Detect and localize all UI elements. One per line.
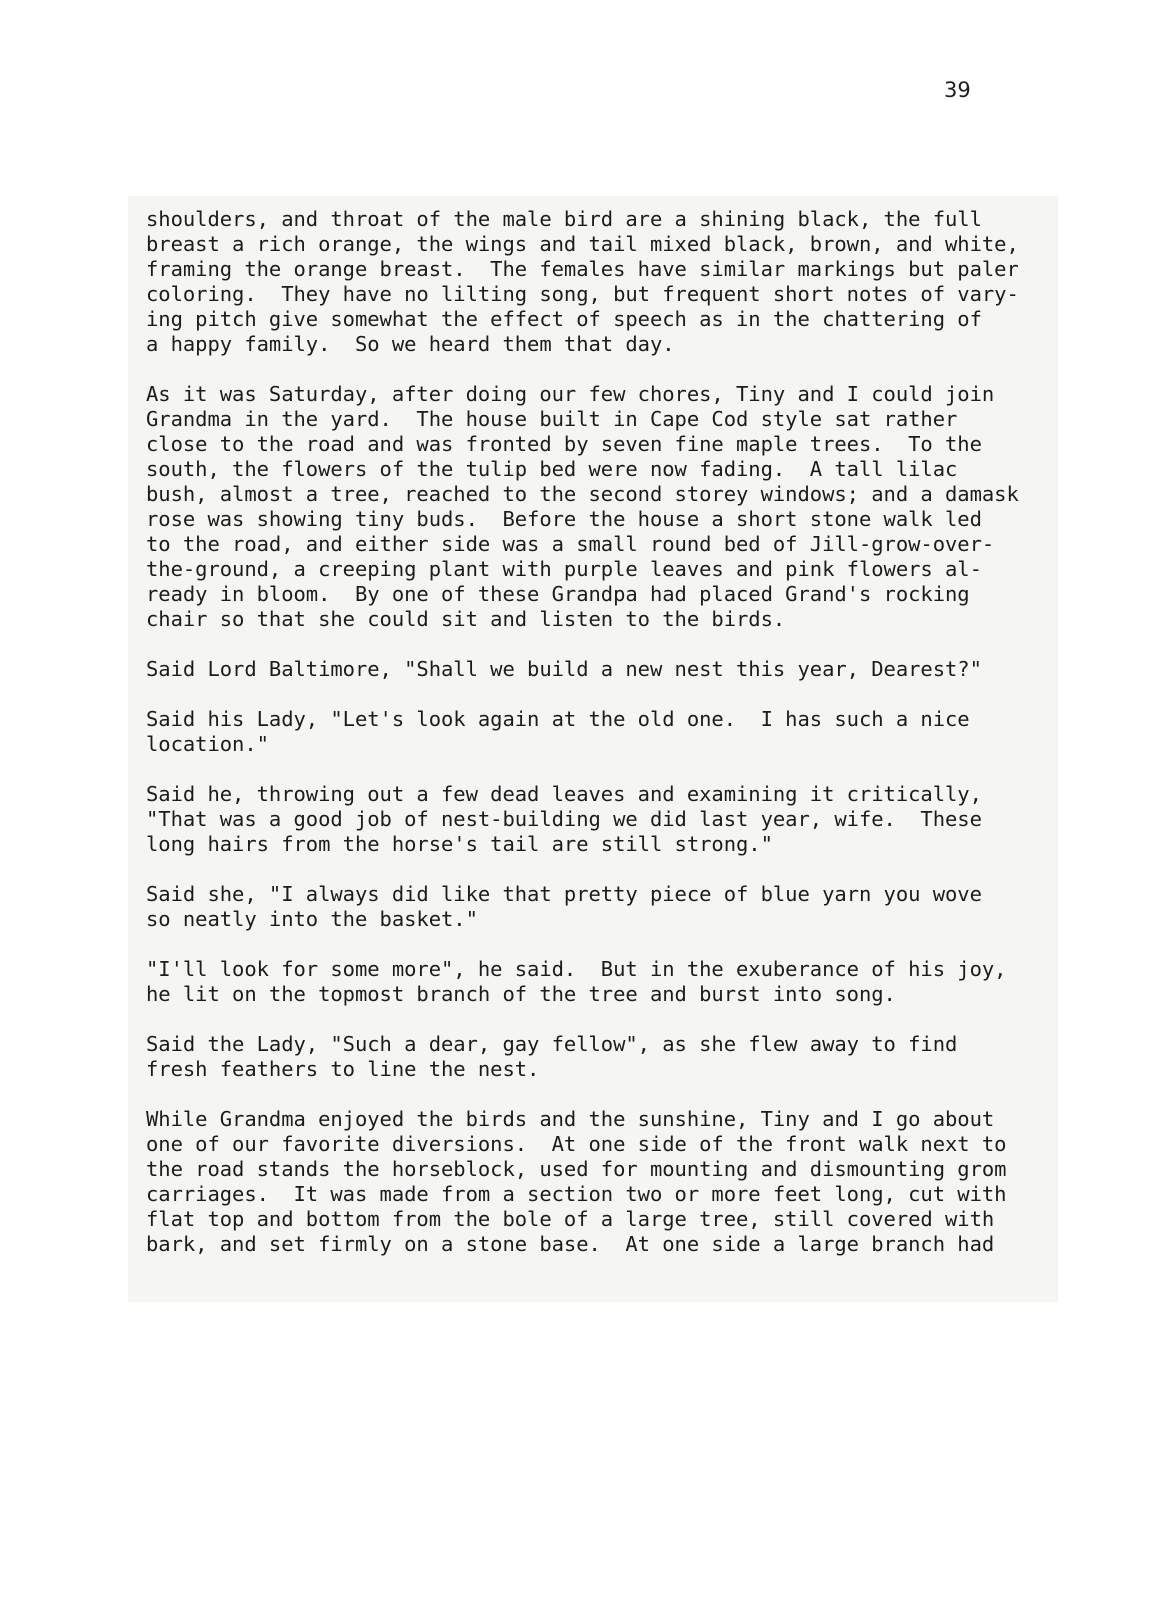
text-line: "That was a good job of nest-building we did last year, wife. These — [146, 807, 982, 831]
paragraph — [146, 207, 1046, 357]
text-line: ing pitch give somewhat the effect of speech as in the chattering of — [146, 307, 982, 331]
text-line: so neatly into the basket." — [146, 907, 478, 931]
text-line: framing the orange breast. The females have similar markings but paler — [146, 257, 1019, 281]
text-line: breast a rich orange, the wings and tail mixed black, brown, and white, — [146, 232, 1019, 256]
text-line: "I'll look for some more", he said. But in the exuberance of his joy, — [146, 957, 1007, 981]
paragraph — [146, 1032, 1046, 1082]
text-line: south, the flowers of the tulip bed were now fading. A tall lilac — [146, 457, 958, 481]
paragraph — [146, 957, 1046, 1007]
text-line: one of our favorite diversions. At one side of the front walk next to — [146, 1132, 1007, 1156]
text-line: Said she, "I always did like that pretty piece of blue yarn you wove — [146, 882, 982, 906]
text-line: Said Lord Baltimore, "Shall we build a new nest this year, Dearest?" — [146, 657, 982, 681]
text-line: shoulders, and throat of the male bird are a shining black, the full — [146, 207, 982, 231]
page-number: 39 — [944, 78, 971, 102]
text-line: Said his Lady, "Let's look again at the old one. I has such a nice — [146, 707, 970, 731]
text-line: bark, and set firmly on a stone base. At one side a large branch had — [146, 1232, 995, 1256]
text-line: he lit on the topmost branch of the tree and burst into song. — [146, 982, 896, 1006]
text-line: the road stands the horseblock, used for mounting and dismounting grom — [146, 1157, 1007, 1181]
text-line: bush, almost a tree, reached to the second storey windows; and a damask — [146, 482, 1019, 506]
paragraph — [146, 882, 1046, 932]
paragraph — [146, 782, 1046, 857]
text-line: flat top and bottom from the bole of a large tree, still covered with — [146, 1207, 995, 1231]
text-line: location." — [146, 732, 269, 756]
text-line: coloring. They have no lilting song, but frequent short notes of vary- — [146, 282, 1019, 306]
text-line: ready in bloom. By one of these Grandpa had placed Grand's rocking — [146, 582, 970, 606]
text-line: to the road, and either side was a small round bed of Jill-grow-over- — [146, 532, 995, 556]
text-line: Grandma in the yard. The house built in Cape Cod style sat rather — [146, 407, 958, 431]
text-line: chair so that she could sit and listen to the birds. — [146, 607, 786, 631]
text-line: close to the road and was fronted by seven fine maple trees. To the — [146, 432, 982, 456]
text-line: carriages. It was made from a section two or more feet long, cut with — [146, 1182, 1007, 1206]
text-line: fresh feathers to line the nest. — [146, 1057, 540, 1081]
text-line: long hairs from the horse's tail are still strong." — [146, 832, 773, 856]
text-line: rose was showing tiny buds. Before the house a short stone walk led — [146, 507, 982, 531]
body-text — [146, 207, 1046, 1282]
text-line: As it was Saturday, after doing our few chores, Tiny and I could join — [146, 382, 995, 406]
paragraph — [146, 657, 1046, 682]
paragraph — [146, 1107, 1046, 1257]
text-line: Said the Lady, "Such a dear, gay fellow", as she flew away to find — [146, 1032, 958, 1056]
paragraph — [146, 382, 1046, 632]
paragraph — [146, 707, 1046, 757]
text-line: Said he, throwing out a few dead leaves and examining it critically, — [146, 782, 982, 806]
text-line: a happy family. So we heard them that day. — [146, 332, 675, 356]
text-line: While Grandma enjoyed the birds and the sunshine, Tiny and I go about — [146, 1107, 995, 1131]
text-line: the-ground, a creeping plant with purple leaves and pink flowers al- — [146, 557, 982, 581]
